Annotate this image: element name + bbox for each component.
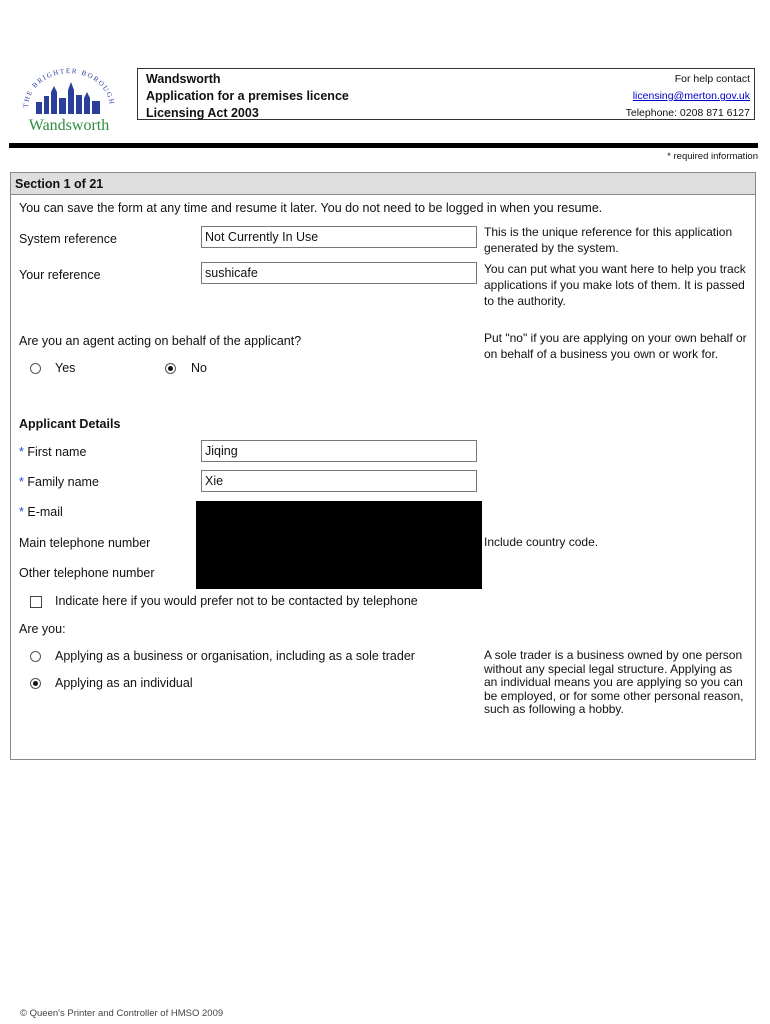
system-reference-label: System reference [19, 232, 117, 246]
act-name: Licensing Act 2003 [146, 106, 259, 120]
radio-selected-dot [168, 366, 173, 371]
copyright-footer: © Queen's Printer and Controller of HMSO 2009 [20, 1008, 224, 1019]
other-phone-label: Other telephone number [19, 566, 155, 580]
individual-option-label: Applying as an individual [55, 676, 193, 690]
form-title: Application for a premises licence [146, 89, 349, 103]
section-title: Section 1 of 21 [11, 173, 755, 195]
family-name-label: * Family name [19, 475, 99, 489]
header-titles [146, 71, 349, 122]
agent-question: Are you an agent acting on behalf of the applicant? [19, 334, 302, 348]
email-label: * E-mail [19, 505, 63, 519]
redacted-contact-fields [196, 501, 482, 589]
header-divider [9, 143, 758, 148]
system-reference-input[interactable] [201, 226, 477, 248]
section-panel [10, 172, 756, 760]
help-contact [626, 71, 750, 122]
required-star: * [19, 475, 24, 489]
individual-radio[interactable] [30, 678, 41, 689]
required-star: * [19, 505, 24, 519]
sole-trader-help: A sole trader is a business owned by one person without any special legal structure. Applying as an individual means you are applying so you can be employed, or for some other personal reason, such as following a hobby. [484, 648, 744, 716]
first-name-label: * First name [19, 445, 87, 459]
logo-arc-text: THE BRIGHTER BOROUGH [21, 68, 116, 109]
section-intro: You can save the form at any time and resume it later. You do not need to be logged in when you resume. [19, 201, 603, 215]
business-radio[interactable] [30, 651, 41, 662]
no-phone-contact-checkbox[interactable] [30, 596, 42, 608]
your-reference-input[interactable] [201, 262, 477, 284]
are-you-question: Are you: [19, 622, 66, 636]
org-name: Wandsworth [146, 72, 221, 86]
main-phone-label: Main telephone number [19, 536, 151, 550]
form-header [137, 68, 755, 120]
help-email-link[interactable]: licensing@merton.gov.uk [632, 90, 750, 102]
system-reference-help: This is the unique reference for this application generated by the system. [484, 225, 733, 255]
required-star: * [19, 445, 24, 459]
wandsworth-logo [14, 68, 124, 138]
radio-selected-dot [33, 681, 38, 686]
required-note: * required information [667, 151, 758, 162]
your-reference-help: You can put what you want here to help you track applications if you make lots of them. It is passed to the authority. [484, 262, 746, 308]
agent-no-label: No [191, 361, 207, 375]
applicant-details-heading: Applicant Details [19, 417, 121, 431]
agent-yes-radio[interactable] [30, 363, 41, 374]
first-name-input[interactable] [201, 440, 477, 462]
logo-wordmark: Wandsworth [28, 117, 110, 134]
agent-yes-label: Yes [55, 361, 76, 375]
agent-help: Put "no" if you are applying on your own behalf or on behalf of a business you own or work for. [484, 331, 747, 361]
business-option-label: Applying as a business or organisation, including as a sole trader [55, 649, 415, 663]
help-label: For help contact [674, 73, 750, 85]
help-telephone: Telephone: 0208 871 6127 [625, 107, 750, 119]
phone-help: Include country code. [484, 535, 599, 549]
family-name-input[interactable] [201, 470, 477, 492]
agent-no-radio[interactable] [165, 363, 176, 374]
no-phone-contact-label: Indicate here if you would prefer not to be contacted by telephone [55, 594, 418, 608]
your-reference-label: Your reference [19, 268, 101, 282]
